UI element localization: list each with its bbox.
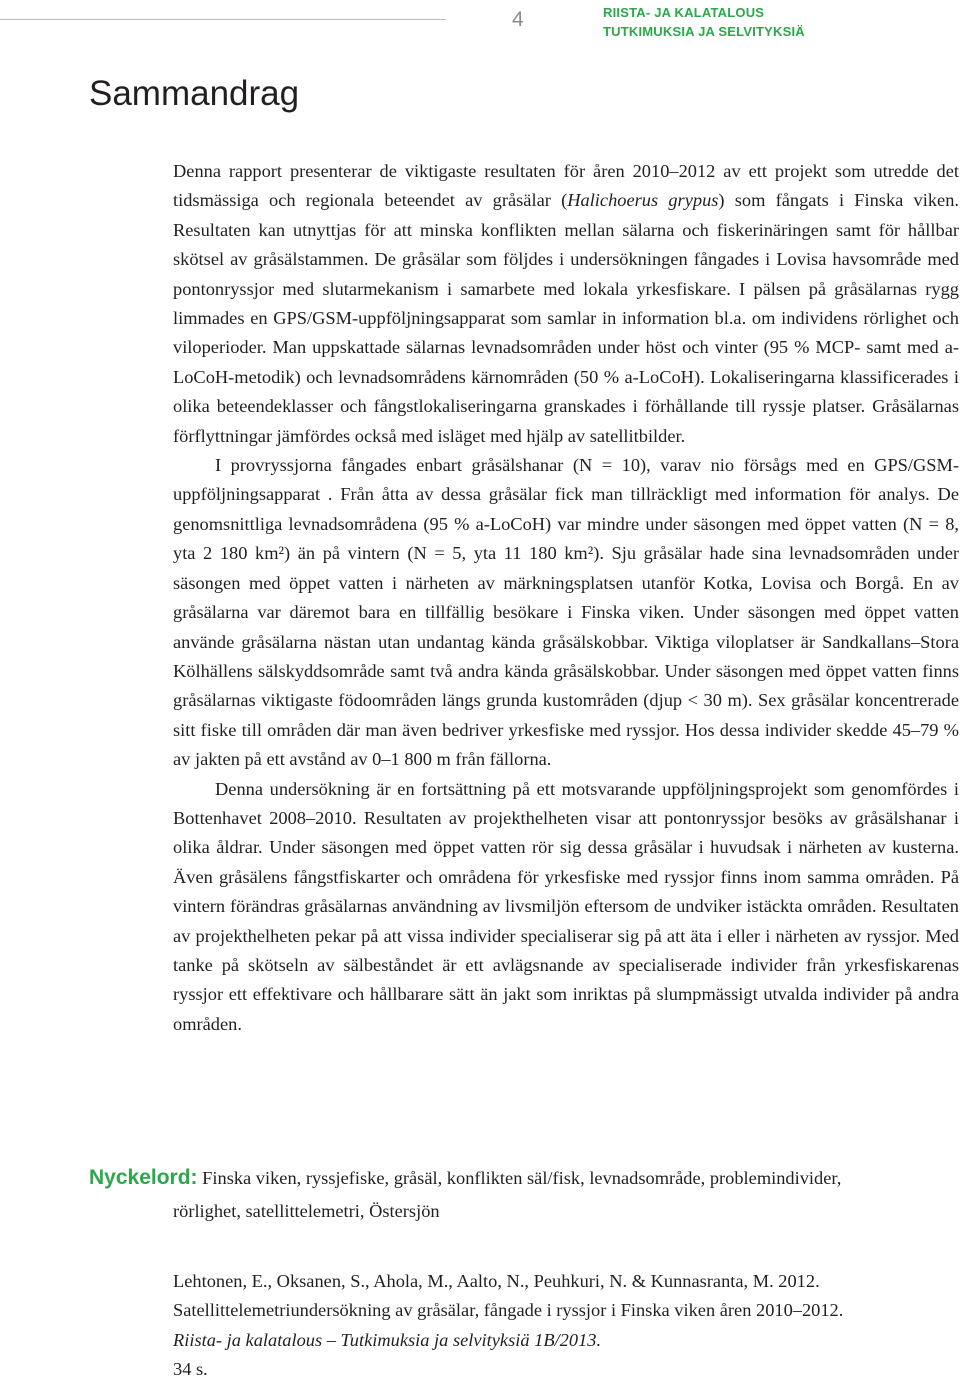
summary-body <box>173 157 959 1039</box>
species-name: Halichoerus grypus <box>567 190 719 211</box>
series-name-line2: TUTKIMUKSIA JA SELVITYKSIÄ <box>603 24 805 39</box>
paragraph-1-part2: ) som fångats i Finska viken. Resultaten kan utnyttjas för att minska konflikten mellan sälarna och fiskerinäringen samt för hållbar skötsel av gråsälstammen. De gråsälar som följdes i undersökningen fångades i Lovisa havsområde med pontonryssjor med slutarmekanism i samarbete med lokala yrkesfiskare. I pälsen på gråsälarnas rygg limmades en GPS/GSM-uppföljningsapparat som samlar in information bl.a. om individens rörlighet och viloperioder. Man uppskattade sälarnas levnadsområden under höst och vinter (95 % MCP- samt med a-LoCoH-metodik) och levnadsområdens kärnområden (50 % a-LoCoH). Lokaliseringarna klassificerades i olika beteendeklasser och fångstlokaliseringarna granskades i förhållande till ryssje platser. Gråsälarnas förflyttningar jämfördes också med isläget med hjälp av satellitbilder. <box>173 190 959 446</box>
paragraph-1 <box>173 157 959 451</box>
header-rule <box>0 19 446 20</box>
paragraph-1-part1: Denna rapport presenterar de viktigaste resultaten för åren 2010–2012 av ett projekt som utredde det tidsmässiga och regionala beteendet av gråsälar ( <box>173 161 959 211</box>
keywords <box>89 1161 959 1228</box>
keywords-line1: Finska viken, ryssjefiske, gråsäl, konflikten säl/fisk, levnadsområde, problemindivider, <box>202 1168 842 1188</box>
page-number: 4 <box>512 8 524 31</box>
paragraph-3: Denna undersökning är en fortsättning på ett motsvarande uppföljningsprojekt som genomfördes i Bottenhavet 2008–2010. Resultaten av projekthelheten visar att pontonryssjor besöks av gråsälshanar i olika åldrar. Under säsongen med öppet vatten rör sig dessa gråsälar i huvudsak i närheten av kusterna. Även gråsälens fångstfiskarter och områdena för yrkesfiske med ryssjor finns inom samma områden. På vintern förändras gråsälarnas användning av livsmiljön eftersom de undviker istäckta områden. Resultaten av projekthelheten pekar på att vissa individer specialiserar sig på att äta i eller i närheten av ryssjor. Med tanke på skötseln av sälbeståndet är ett avlägsnande av specialiserade individer från yrkesfiskarenas ryssjor ett effektivare och hållbarare sätt än jakt som inriktas på slumpmässigt utvalda individer på andra områden. <box>173 778 959 1034</box>
citation-series: Riista- ja kalatalous – Tutkimuksia ja selvityksiä 1B/2013. <box>173 1329 602 1350</box>
citation-title: Satellittelemetriundersökning av gråsälar, fångade i ryssjor i Finska viken åren 2010–2012. <box>173 1300 844 1321</box>
citation-authors: Lehtonen, E., Oksanen, S., Ahola, M., Aalto, N., Peuhkuri, N. & Kunnasranta, M. 2012. <box>173 1271 820 1291</box>
series-name-line1: RIISTA- JA KALATALOUS <box>603 5 765 20</box>
paragraph-2: I provryssjorna fångades enbart gråsälshanar (N = 10), varav nio försågs med en GPS/GSM- uppföljningsapparat . Från åtta av dessa gråsälar fick man tillräckligt med information för analys. De genomsnittliga levnadsområdena (95 % a-LoCoH) var mindre under säsongen med öppet vatten (N = 8, yta 2 180 km²) än på vintern (N = 5, yta 11 180 km²). Sju gråsälar hade sina levnadsområden under säsongen med öppet vatten i närheten av märkningsplatsen utanför Kotka, Lovisa och Borgå. En av gråsälarna var däremot bara en tillfällig besökare i Finska viken. Under säsongen med öppet vatten använde gråsälarna nästan utan undantag kända gråsälskobbar. Viktiga viloplatser är Sandkallans–Stora Kölhällens sälskyddsområde samt två andra kända gråsälskobbar. Under säsongen med öppet vatten finns gråsälarnas viktigaste födoområden längs grunda kustområden (djup < 30 m). Sex gråsälar koncentrerade sitt fiske till områden där man även bedriver yrkesfiske med ryssjor. Hos dessa individer skedde 45–79 % av jakten på ett avstånd av 0–1 800 m från fällorna. <box>173 455 959 770</box>
page-title: Sammandrag <box>89 74 300 113</box>
keywords-line2: rörlighet, satellittelemetri, Östersjön <box>173 1201 440 1221</box>
citation <box>173 1267 959 1385</box>
citation-pages: 34 s. <box>173 1359 208 1380</box>
keywords-label: Nyckelord: <box>89 1166 198 1189</box>
series-name <box>603 3 805 41</box>
citation-source <box>173 1326 959 1385</box>
